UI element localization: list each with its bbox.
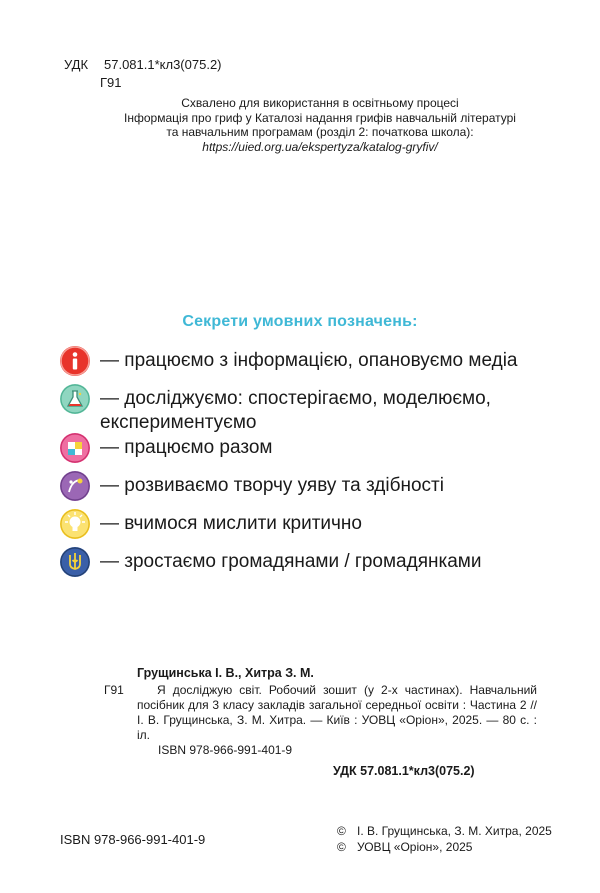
teamwork-icon [60,433,90,463]
trident-icon [60,547,90,577]
udk-code: 57.081.1*кл3(075.2) [104,57,222,72]
approval-line-3: та навчальним програмам (розділ 2: початкова школа): [166,125,474,140]
catalog-link[interactable]: https://uied.org.ua/ekspertyza/katalog-gryfiv/ [202,139,438,154]
copyright-publisher-line [337,839,552,855]
legend-text: — зростаємо громадянами / громадянками [100,551,482,572]
udk-label: УДК [64,57,89,72]
approval-notice [60,96,580,154]
isbn: ISBN 978-966-991-401-9 [158,743,293,757]
copyright-authors: І. В. Грущинська, З. М. Хитра, 2025 [357,824,552,838]
classification-code: Г91 [104,683,124,697]
legend-item-citizenship [60,547,570,577]
copyright-publisher: УОВЦ «Оріон», 2025 [357,840,473,854]
lightbulb-icon [60,509,90,539]
legend-text: — працюємо разом [100,437,273,458]
info-icon [60,346,90,376]
copyright-block [337,823,552,855]
isbn-footer: ISBN 978-966-991-401-9 [60,832,206,847]
classification-code: Г91 [100,75,122,90]
legend-text: — досліджуємо: спостерігаємо, моделюємо, експериментуємо [100,388,491,433]
book-description: Я досліджую світ. Робочий зошит (у 2-х частинах). Навчальний посібник для 3 класу закладів загальної середньої освіти : Частина 2 // І. В. Грущинська, З. М. Хитра. — Київ : УОВЦ «Оріон», 2025. — 80 с. : іл. [137,683,537,742]
copyright-symbol: © [337,840,346,854]
approval-line-2: Інформація про гриф у Каталозі надання грифів навчальній літературі [124,110,516,125]
legend-text: — розвиваємо творчу уяву та здібності [100,475,444,496]
flask-icon [60,384,90,414]
legend-item-information [60,346,570,376]
legend-title: Секрети умовних позначень: [182,313,418,330]
udk-footer: УДК 57.081.1*кл3(075.2) [333,764,475,778]
legend-item-teamwork [60,433,570,463]
copyright-symbol: © [337,824,346,838]
legend-item-critical-thinking [60,509,570,539]
udk-header [64,56,222,74]
legend-text: — працюємо з інформацією, опановуємо медіа [100,350,518,371]
legend-item-research [60,384,570,435]
approval-line-1: Схвалено для використання в освітньому процесі [181,96,459,110]
creativity-icon [60,471,90,501]
authors: Грущинська І. В., Хитра З. М. [137,666,314,680]
copyright-authors-line [337,823,552,839]
legend-item-creativity [60,471,570,501]
legend-text: — вчимося мислити критично [100,513,362,534]
